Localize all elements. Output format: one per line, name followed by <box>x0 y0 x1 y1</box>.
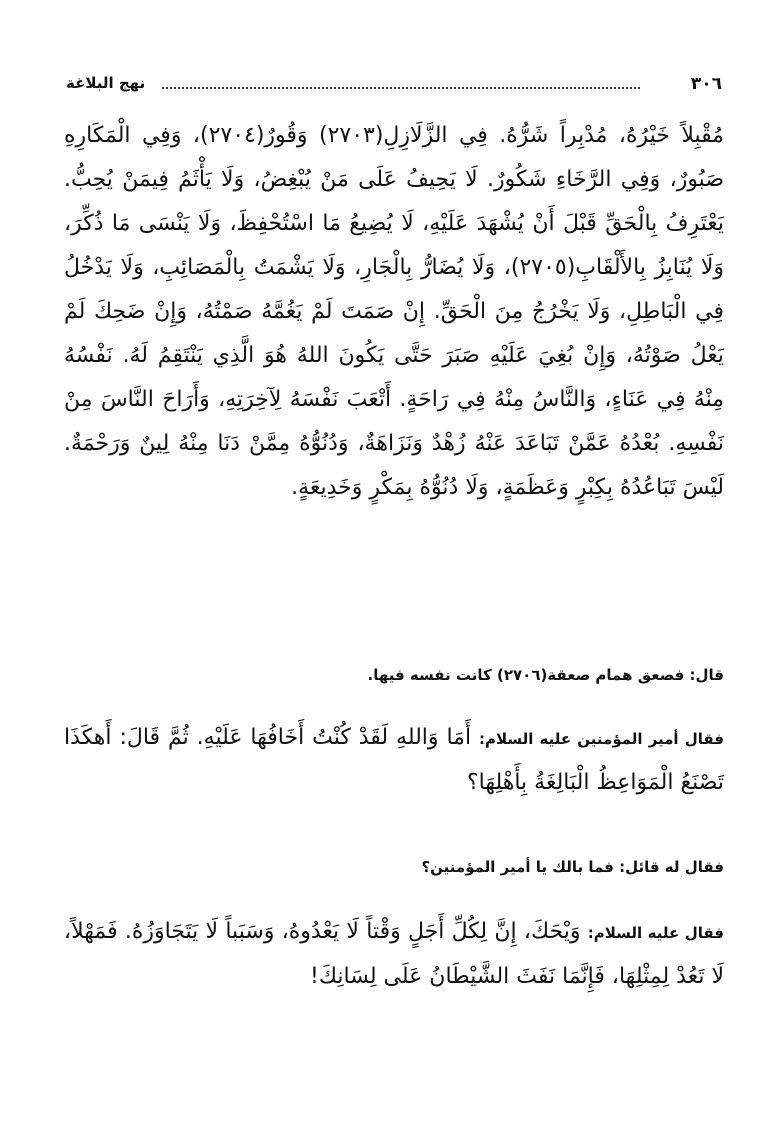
speech-reply <box>64 910 724 999</box>
page-header <box>66 74 722 98</box>
narration-hammam: قال: فصعق همام صعقة(٢٧٠٦) كانت نفسه فيها. <box>367 666 724 684</box>
book-title: نهج البلاغة <box>66 74 146 92</box>
speech-text: وَيْحَكَ، إِنَّ لِكُلِّ أَجَلٍ وَقْتاً لَا يَعْدُوهُ، وَسَبَباً لَا يَتَجَاوَزُهُ. فَمَهْلاً، لَا تَعُدْ لِمِثْلِهَا، فَإِنَّمَا نَفَثَ الشَّيْطَانُ عَلَى لِسَانِكَ! <box>64 919 724 989</box>
speech-lead: فقال عليه السلام: <box>587 924 724 942</box>
narration-questioner: فقال له قائل: فما بالك يا أمير المؤمنين؟ <box>421 858 724 876</box>
header-dotted-rule <box>162 87 640 89</box>
page-number: ٣٠٦ <box>690 74 722 94</box>
speech-text: أَمَا وَاللهِ لَقَدْ كُنْتُ أَخَافُهَا عَلَيْهِ. ثُمَّ قَالَ: أَهكَذَا تَصْنَعُ الْمَوَاعِظُ الْبَالِغَةُ بِأَهْلِهَا؟ <box>64 725 724 795</box>
speech-lead: فقال أمير المؤمنين عليه السلام: <box>478 730 724 748</box>
main-paragraph: مُقْبِلاً خَيْرُهُ، مُدْبِراً شَرُّهُ. فِي الزَّلَازِلِ(٢٧٠٣) وَقُورٌ(٢٧٠٤)، وَفِي الْمَكَارِهِ صَبُورٌ، وَفِي الرَّخَاءِ شَكُورٌ. لَا يَحِيفُ عَلَى مَنْ يُبْغِضُ، وَلَا يَأْثَمُ فِيمَنْ يُحِبُّ. يَعْتَرِفُ بِالْحَقِّ قَبْلَ أَنْ يُشْهَدَ عَلَيْهِ، لَا يُضِيعُ مَا اسْتُحْفِظَ، وَلَا يَنْسَى مَا ذُكِّرَ، وَلَا يُنَابِزُ بِالأَلْقَابِ(٢٧٠٥)، وَلَا يُضَارُّ بِالْجَارِ، وَلَا يَشْمَتُ بِالْمَصَائِبِ، وَلَا يَدْخُلُ فِي الْبَاطِلِ، وَلَا يَخْرُجُ مِنَ الْحَقِّ. إِنْ صَمَتَ لَمْ يَغُمَّهُ صَمْتُهُ، وَإِنْ ضَحِكَ لَمْ يَعْلُ صَوْتُهُ، وَإِنْ بُغِيَ عَلَيْهِ صَبَرَ حَتَّى يَكُونَ اللهُ هُوَ الَّذِي يَنْتَقِمُ لَهُ. نَفْسُهُ مِنْهُ فِي عَنَاءٍ، وَالنَّاسُ مِنْهُ فِي رَاحَةٍ. أَتْعَبَ نَفْسَهُ لِآخِرَتِهِ، وَأَرَاحَ النَّاسَ مِنْ نَفْسِهِ. بُعْدُهُ عَمَّنْ تَبَاعَدَ عَنْهُ زُهْدٌ وَنَزَاهَةٌ، وَدُنُوُّهُ مِمَّنْ دَنَا مِنْهُ لِينٌ وَرَحْمَةٌ. لَيْسَ تَبَاعُدُهُ بِكِبْرٍ وَعَظَمَةٍ، وَلَا دُنُوُّهُ بِمَكْرٍ وَخَدِيعَةٍ. <box>64 123 724 500</box>
speech-amir-al-muminin <box>64 716 724 805</box>
